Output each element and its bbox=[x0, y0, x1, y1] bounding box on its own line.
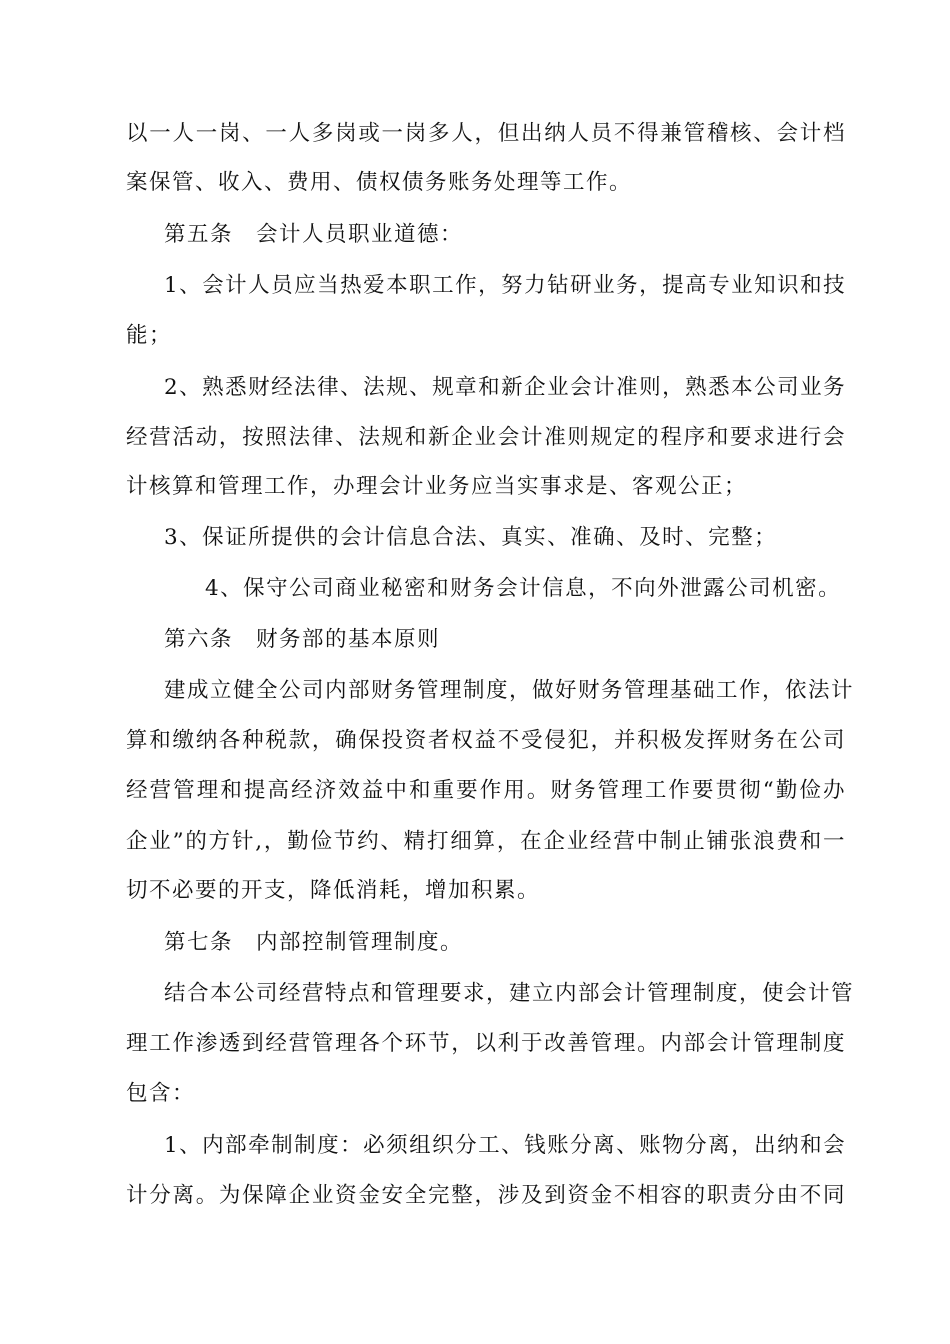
text-line: 1、内部牵制制度：必须组织分工、钱账分离、账物分离，出纳和会 bbox=[164, 1133, 847, 1158]
text-line: 理工作渗透到经营管理各个环节，以利于改善管理。内部会计管理制度 bbox=[126, 1031, 846, 1056]
text-line: 经营管理和提高经济效益中和重要作用。财务管理工作要贯彻“勤俭办 bbox=[126, 778, 846, 803]
text-line: 2、熟悉财经法律、法规、规章和新企业会计准则，熟悉本公司业务 bbox=[164, 375, 847, 400]
text-line: 计分离。为保障企业资金安全完整，涉及到资金不相容的职责分由不同 bbox=[126, 1183, 846, 1208]
text-line: 结合本公司经营特点和管理要求，建立内部会计管理制度，使会计管 bbox=[164, 981, 855, 1006]
text-line: 切不必要的开支，降低消耗，增加积累。 bbox=[126, 878, 541, 903]
article-heading: 第五条 会计人员职业道德： bbox=[164, 222, 464, 247]
article-heading: 第六条 财务部的基本原则 bbox=[164, 627, 441, 652]
text-line: 经营活动，按照法律、法规和新企业会计准则规定的程序和要求进行会 bbox=[126, 425, 846, 450]
text-line: 建成立健全公司内部财务管理制度，做好财务管理基础工作，依法计 bbox=[164, 678, 855, 703]
text-line: 包含： bbox=[126, 1081, 196, 1106]
text-line: 案保管、收入、费用、债权债务账务处理等工作。 bbox=[126, 170, 633, 195]
text-line: 以一人一岗、一人多岗或一岗多人，但出纳人员不得兼管稽核、会计档 bbox=[126, 121, 846, 146]
article-heading: 第七条 内部控制管理制度。 bbox=[164, 930, 464, 955]
text-line: 计核算和管理工作，办理会计业务应当实事求是、客观公正； bbox=[126, 474, 748, 499]
text-line: 1、会计人员应当热爱本职工作，努力钻研业务，提高专业知识和技 bbox=[164, 273, 847, 298]
text-line: 企业”的方针,，勤俭节约、精打细算，在企业经营中制止铺张浪费和一 bbox=[126, 829, 846, 854]
text-line: 算和缴纳各种税款，确保投资者权益不受侵犯，并积极发挥财务在公司 bbox=[126, 728, 846, 753]
text-line: 4、保守公司商业秘密和财务会计信息，不向外泄露公司机密。 bbox=[205, 576, 842, 601]
text-line: 能； bbox=[126, 323, 173, 348]
text-line: 3、保证所提供的会计信息合法、真实、准确、及时、完整； bbox=[164, 525, 778, 550]
